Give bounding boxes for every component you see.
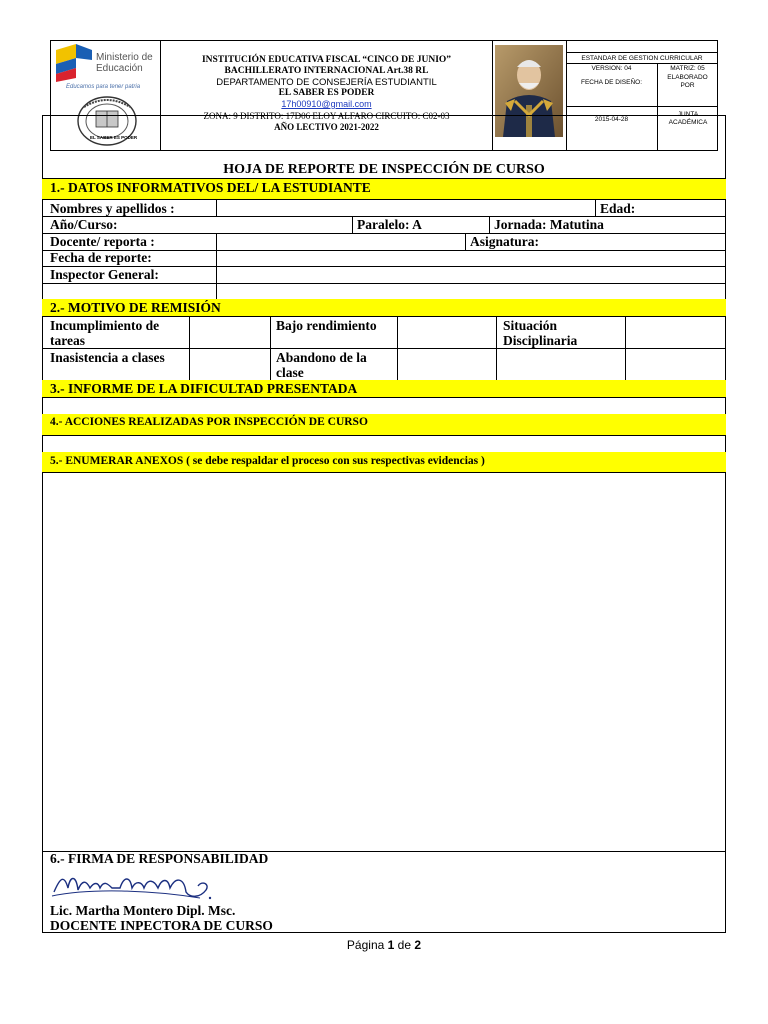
seal-text: EL SABER ES PODER: [90, 135, 138, 140]
reason-situacion-disciplinaria: Situación Disciplinaria: [503, 318, 578, 348]
page-current: 1: [387, 938, 395, 952]
field-label-docente: Docente/ reporta :: [50, 234, 155, 249]
version-value: VERSION: 04: [591, 65, 632, 72]
section-2-heading: 2.- MOTIVO DE REMISIÓN: [50, 300, 221, 315]
institution-year: AÑO LECTIVO 2021-2022: [274, 122, 379, 132]
field-label-asignatura: Asignatura:: [470, 234, 540, 249]
section-4-heading: 4.- ACCIONES REALIZADAS POR INSPECCIÓN DE CURSO: [50, 416, 368, 428]
page-total: 2: [414, 938, 422, 952]
institution-email[interactable]: 17h00910@gmail.com: [281, 99, 372, 109]
field-label-inspector: Inspector General:: [50, 267, 159, 282]
section-5-note: ( se debe respaldar el proceso con sus respectivas evidencias ): [186, 455, 485, 467]
field-label-paralelo: Paralelo: A: [357, 217, 422, 232]
section-3-heading: 3.- INFORME DE LA DIFICULTAD PRESENTADA: [50, 381, 358, 396]
field-label-fecha: Fecha de reporte:: [50, 250, 152, 265]
field-label-nombres: Nombres y apellidos :: [50, 201, 175, 216]
section-6-heading: 6.- FIRMA DE RESPONSABILIDAD: [50, 851, 269, 866]
field-label-jornada: Jornada: Matutina: [494, 217, 604, 232]
institution-department: DEPARTAMENTO DE CONSEJERÍA ESTUDIANTIL: [216, 77, 437, 88]
field-label-anio-curso: Año/Curso:: [50, 217, 118, 232]
section-1-heading: 1.- DATOS INFORMATIVOS DEL/ LA ESTUDIANTE: [50, 180, 371, 195]
reason-inasistencia: Inasistencia a clases: [50, 350, 165, 365]
institution-motto: EL SABER ES PODER: [278, 88, 375, 98]
institution-zone: ZONA: 9 DISTRITO: 17D06 ELOY ALFARO CIRCUITO: C02-03: [203, 111, 450, 121]
logo-tagline: Educamos para tener patria: [66, 84, 141, 90]
page-of: de: [397, 938, 412, 952]
design-date-label: FECHA DE DISEÑO:: [580, 79, 643, 86]
ecuador-flag-icon: [54, 44, 94, 82]
signer-name: Lic. Martha Montero Dipl. Msc.: [50, 903, 236, 918]
reason-abandono: Abandono de la clase: [276, 350, 367, 380]
section-5-title: 5.- ENUMERAR ANEXOS: [50, 455, 187, 467]
page-number: [0, 938, 768, 952]
institution-name: INSTITUCIÓN EDUCATIVA FISCAL “CINCO DE JUNIO”: [201, 55, 452, 65]
prepared-by-value: JUNTA ACADÉMICA: [668, 111, 708, 126]
design-date-value: 2015-04-28: [594, 116, 629, 123]
section-5-heading: [50, 453, 485, 469]
prepared-by-label: ELABORADO POR: [667, 74, 708, 89]
signature-image: [50, 868, 220, 904]
ministerio-text: Ministerio de Educación: [96, 52, 153, 74]
standard-title: ESTANDAR DE GESTION CURRICULAR: [581, 55, 703, 62]
signer-role: DOCENTE INPECTORA DE CURSO: [50, 918, 273, 933]
page-word: Página: [346, 938, 385, 952]
reason-incumplimiento: Incumplimiento de tareas: [50, 318, 160, 348]
field-label-edad: Edad:: [600, 201, 636, 216]
form-title: HOJA DE REPORTE DE INSPECCIÓN DE CURSO: [223, 162, 545, 177]
matriz-value: MATRIZ: 05: [670, 65, 705, 72]
reason-bajo-rendimiento: Bajo rendimiento: [276, 318, 377, 333]
institution-program: BACHILLERATO INTERNACIONAL Art.38 RL: [224, 66, 429, 76]
